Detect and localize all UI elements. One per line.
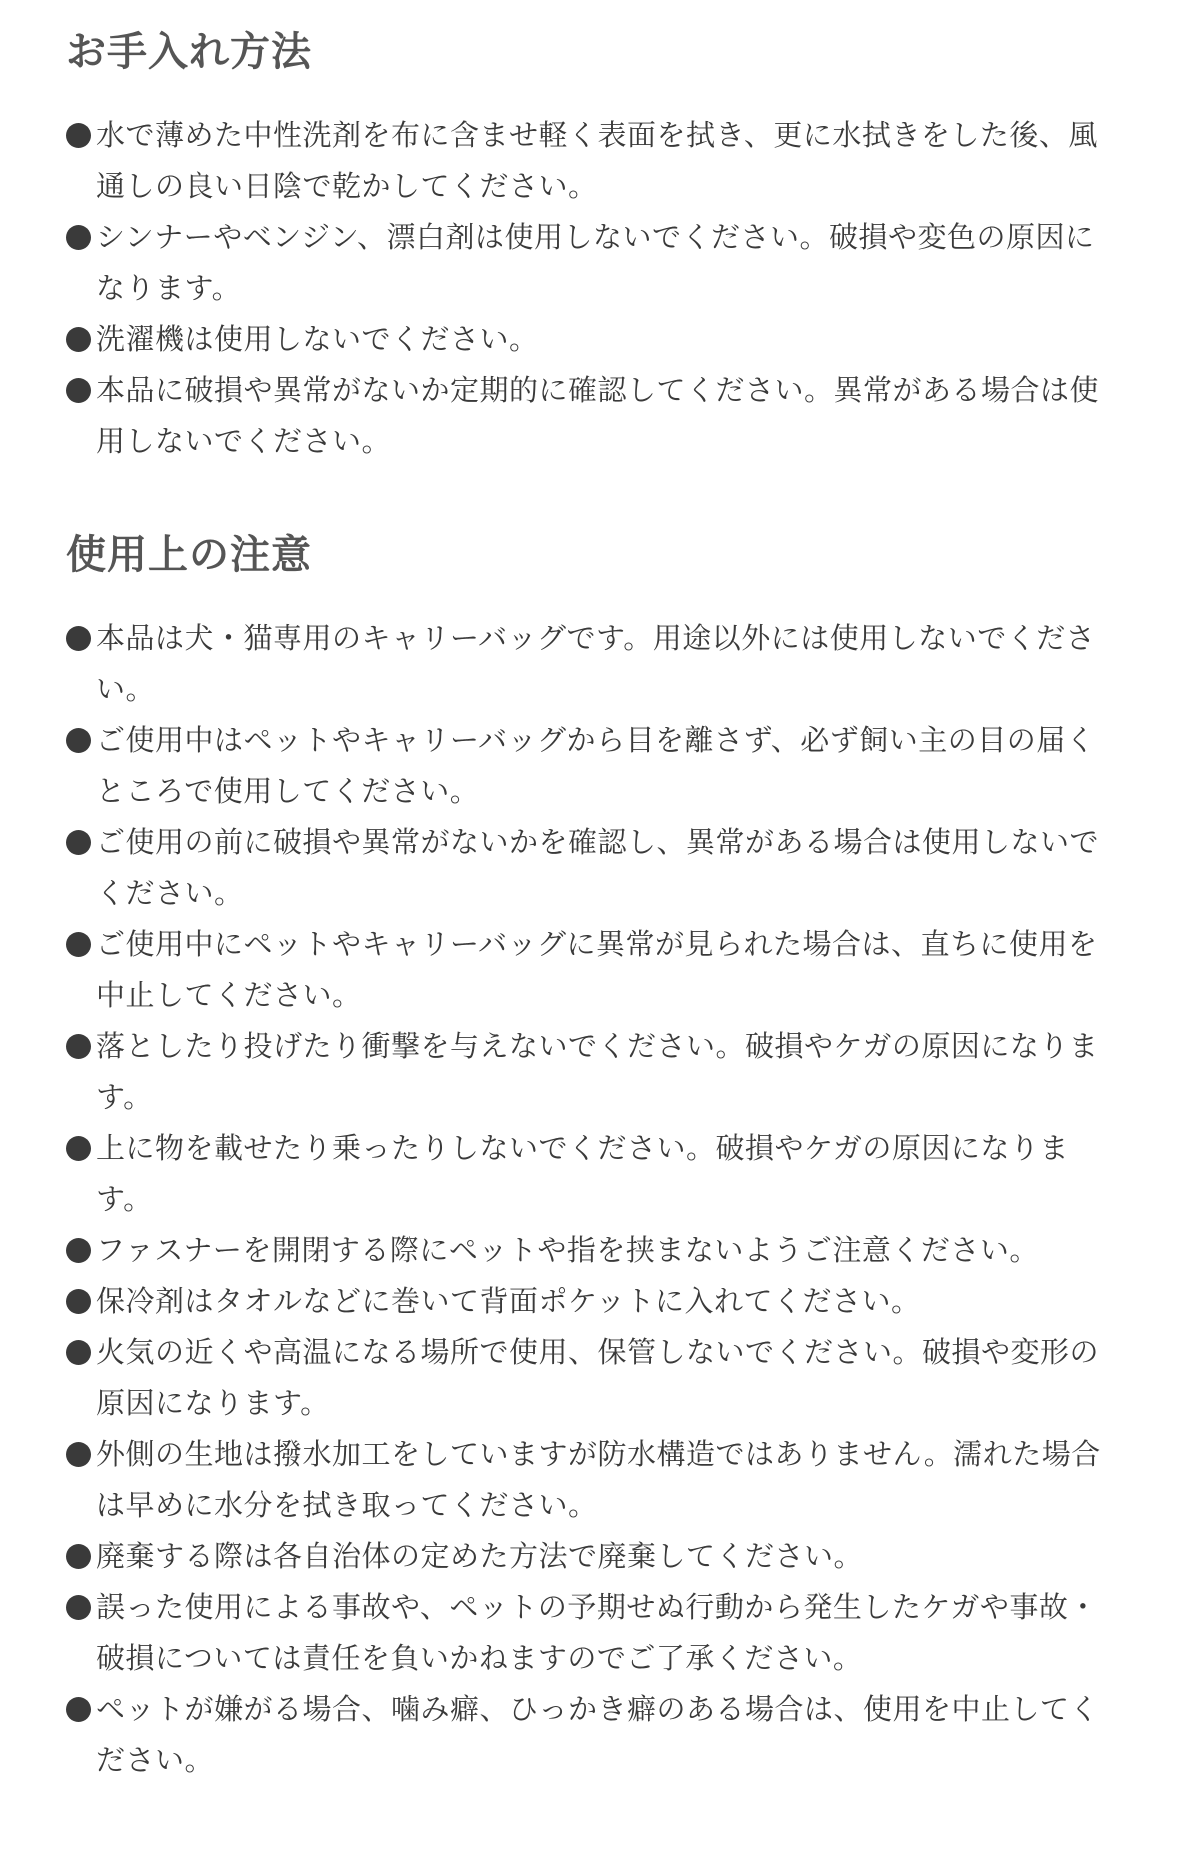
bullet-icon	[66, 1340, 91, 1365]
bullet-icon	[66, 225, 91, 250]
care-item	[66, 365, 1113, 467]
bullet-icon	[66, 1289, 91, 1314]
caution-item-text: ペットが嫌がる場合、噛み癖、ひっかき癖のある場合は、使用を中止してください。	[96, 1692, 1100, 1777]
caution-item	[66, 613, 1113, 715]
caution-item-text: 落としたり投げたり衝撃を与えないでください。破損やケガの原因になります。	[96, 1029, 1099, 1114]
care-item	[66, 314, 1113, 365]
caution-title: 使用上の注意	[66, 532, 312, 578]
care-item	[66, 110, 1113, 212]
bullet-icon	[66, 378, 91, 403]
care-title: お手入れ方法	[66, 29, 312, 75]
caution-item	[66, 715, 1113, 817]
caution-item-text: 本品は犬・猫専用のキャリーバッグです。用途以外には使用しないでください。	[96, 621, 1096, 706]
caution-section	[66, 531, 1113, 1786]
care-list	[66, 110, 1113, 467]
bullet-icon	[66, 626, 91, 651]
care-item-text: 水で薄めた中性洗剤を布に含ませ軽く表面を拭き、更に水拭きをした後、風通しの良い日陰で乾かしてください。	[96, 118, 1098, 203]
caution-item	[66, 1225, 1113, 1276]
bullet-icon	[66, 1544, 91, 1569]
bullet-icon	[66, 1136, 91, 1161]
caution-item	[66, 1531, 1113, 1582]
caution-item	[66, 1123, 1113, 1225]
bullet-icon	[66, 932, 91, 957]
caution-item	[66, 1276, 1113, 1327]
care-item	[66, 212, 1113, 314]
care-item-text: シンナーやベンジン、漂白剤は使用しないでください。破損や変色の原因になります。	[96, 220, 1095, 305]
caution-item-text: 誤った使用による事故や、ペットの予期せぬ行動から発生したケガや事故・破損については責任を負いかねますのでご了承ください。	[96, 1590, 1098, 1675]
caution-item-text: ご使用の前に破損や異常がないかを確認し、異常がある場合は使用しないでください。	[96, 825, 1100, 910]
care-item-text: 本品に破損や異常がないか定期的に確認してください。異常がある場合は使用しないでください。	[96, 373, 1100, 458]
caution-item-text: 外側の生地は撥水加工をしていますが防水構造ではありません。濡れた場合は早めに水分を拭き取ってください。	[96, 1437, 1101, 1522]
bullet-icon	[66, 1034, 91, 1059]
bullet-icon	[66, 327, 91, 352]
caution-item-text: ご使用中にペットやキャリーバッグに異常が見られた場合は、直ちに使用を中止してください。	[96, 927, 1098, 1012]
bullet-icon	[66, 1697, 91, 1722]
bullet-icon	[66, 1442, 91, 1467]
bullet-icon	[66, 830, 91, 855]
care-item-text: 洗濯機は使用しないでください。	[96, 322, 539, 356]
bullet-icon	[66, 123, 91, 148]
bullet-icon	[66, 728, 91, 753]
caution-item-text: ご使用中はペットやキャリーバッグから目を離さず、必ず飼い主の目の届くところで使用してください。	[96, 723, 1096, 808]
caution-item-text: ファスナーを開閉する際にペットや指を挟まないようご注意ください。	[96, 1233, 1039, 1267]
caution-item	[66, 1582, 1113, 1684]
caution-item-text: 上に物を載せたり乗ったりしないでください。破損やケガの原因になります。	[96, 1131, 1069, 1216]
caution-item	[66, 1429, 1113, 1531]
caution-item	[66, 1684, 1113, 1786]
caution-item	[66, 817, 1113, 919]
caution-list	[66, 613, 1113, 1786]
caution-item	[66, 1327, 1113, 1429]
caution-item	[66, 919, 1113, 1021]
care-section	[66, 0, 1113, 467]
caution-item-text: 保冷剤はタオルなどに巻いて背面ポケットに入れてください。	[96, 1284, 921, 1318]
caution-item	[66, 1021, 1113, 1123]
caution-item-text: 廃棄する際は各自治体の定めた方法で廃棄してください。	[96, 1539, 864, 1573]
bullet-icon	[66, 1238, 91, 1263]
bullet-icon	[66, 1595, 91, 1620]
caution-item-text: 火気の近くや高温になる場所で使用、保管しないでください。破損や変形の原因になります。	[96, 1335, 1100, 1420]
